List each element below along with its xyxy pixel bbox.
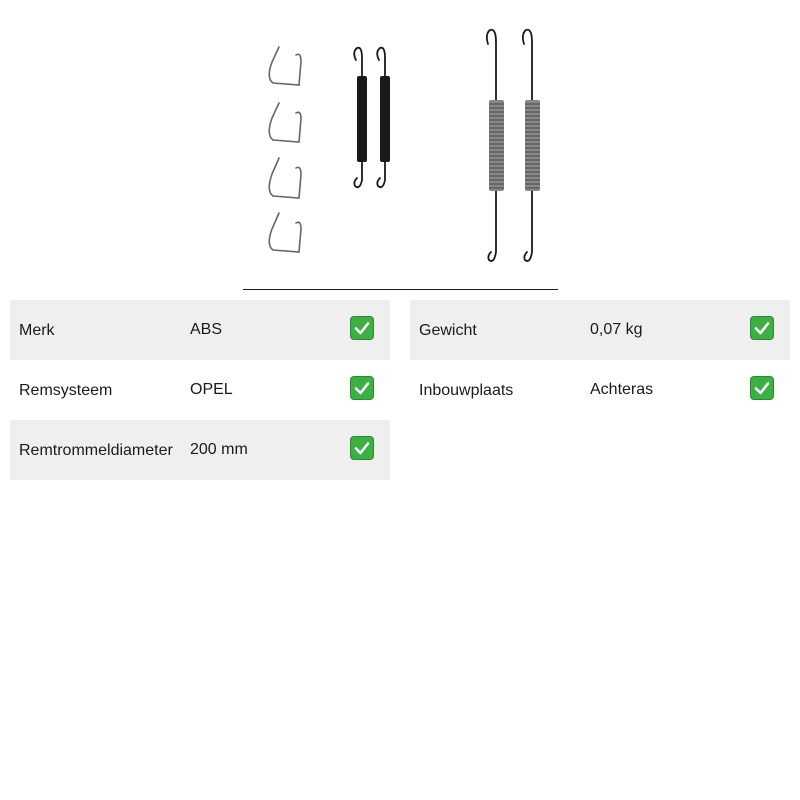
spec-row-remtrommeldiameter <box>10 420 390 480</box>
check-icon <box>350 316 374 340</box>
spec-label: Inbouwplaats <box>419 382 514 399</box>
brake-spring-kit-image <box>243 18 558 273</box>
check-icon <box>350 436 374 460</box>
spec-row-inbouwplaats <box>410 360 790 420</box>
spec-value: ABS <box>190 321 223 338</box>
spec-value: 0,07 kg <box>590 321 643 338</box>
spec-label: Remsysteem <box>19 382 113 399</box>
spec-table-right <box>410 300 790 420</box>
spec-label: Remtrommeldiameter <box>19 442 173 459</box>
image-divider <box>243 289 558 290</box>
check-icon <box>750 316 774 340</box>
spec-table-left <box>10 300 390 480</box>
spec-row-gewicht <box>410 300 790 360</box>
spec-value: 200 mm <box>190 441 248 458</box>
spec-row-remsysteem <box>10 360 390 420</box>
spec-label: Gewicht <box>419 322 477 339</box>
check-icon <box>750 376 774 400</box>
spec-row-merk <box>10 300 390 360</box>
spec-value: OPEL <box>190 381 233 398</box>
check-icon <box>350 376 374 400</box>
spec-label: Merk <box>19 322 55 339</box>
spec-value: Achteras <box>590 381 654 398</box>
